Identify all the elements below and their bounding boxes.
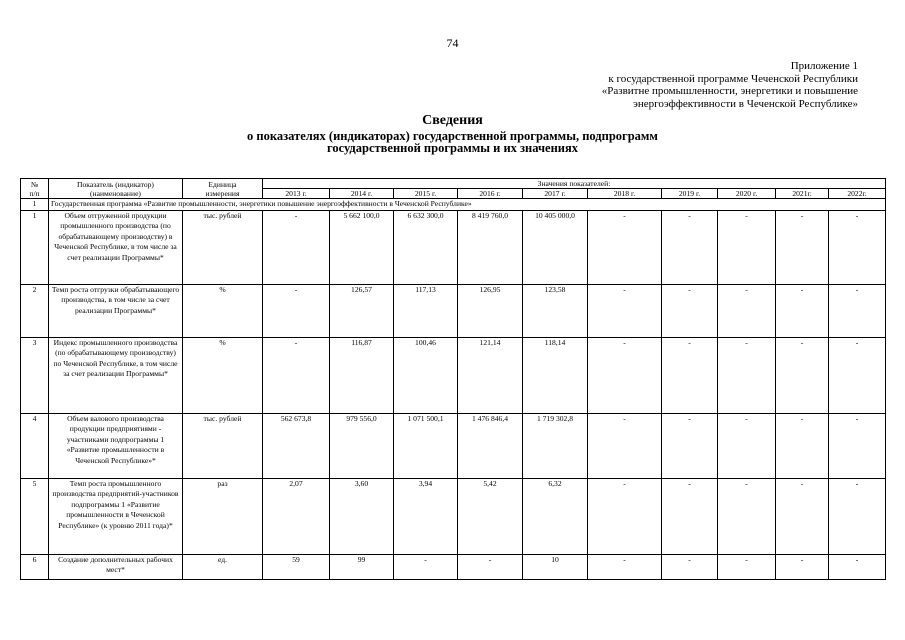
row-value: 99 <box>330 554 394 579</box>
indicators-table <box>20 178 886 580</box>
row-value: 10 405 000,0 <box>523 210 588 284</box>
row-value: - <box>588 284 662 337</box>
row-num: 1 <box>21 210 49 284</box>
subtitle-line-2: государственной программы и их значениях <box>326 141 579 155</box>
row-value: - <box>718 337 776 413</box>
row-value: 979 556,0 <box>330 413 394 478</box>
row-value: 121,14 <box>458 337 523 413</box>
row-value: 1 476 846,4 <box>458 413 523 478</box>
section-num: 1 <box>21 199 49 211</box>
row-unit: тыс. рублей <box>183 413 263 478</box>
header-values-title: Значения показателей: <box>263 179 886 189</box>
row-value: 1 719 302,8 <box>523 413 588 478</box>
header-unit-line-1: Единица <box>208 179 237 189</box>
row-value: - <box>776 554 829 579</box>
row-value: - <box>588 413 662 478</box>
row-value: - <box>776 413 829 478</box>
row-value: 10 <box>523 554 588 579</box>
header-year: 2022г. <box>829 189 886 199</box>
row-value: 2,07 <box>263 478 330 554</box>
row-value: 123,58 <box>523 284 588 337</box>
row-unit: тыс. рублей <box>183 210 263 284</box>
appendix-line-3: «Развитне промышленности, энергетики и повышение <box>601 85 858 97</box>
header-unit-line-2: измерения <box>205 188 240 198</box>
header-num-line-2: п/п <box>29 188 40 198</box>
appendix-line-1: Приложение 1 <box>790 60 858 72</box>
row-value: - <box>662 478 718 554</box>
row-unit: % <box>183 284 263 337</box>
row-value: 126,57 <box>330 284 394 337</box>
table-row <box>21 554 886 579</box>
row-value: - <box>776 478 829 554</box>
header-year: 2017 г. <box>523 189 588 199</box>
row-value: - <box>263 284 330 337</box>
header-indicator-line-1: Показатель (индикатор) <box>77 179 154 189</box>
document-subtitle <box>0 130 905 154</box>
row-value: - <box>588 210 662 284</box>
row-value: 3,60 <box>330 478 394 554</box>
row-value: 117,13 <box>394 284 458 337</box>
row-num: 2 <box>21 284 49 337</box>
row-value: - <box>829 284 886 337</box>
table-row <box>21 413 886 478</box>
header-year: 2013 г. <box>263 189 330 199</box>
section-row <box>21 199 886 211</box>
row-value: - <box>263 337 330 413</box>
row-value: - <box>829 337 886 413</box>
row-value: 100,46 <box>394 337 458 413</box>
row-indicator: Создание дополнительных рабочих мест* <box>49 554 183 579</box>
row-value: - <box>718 210 776 284</box>
row-value: 118,14 <box>523 337 588 413</box>
row-value: - <box>662 413 718 478</box>
table-row <box>21 337 886 413</box>
row-value: - <box>718 478 776 554</box>
appendix-line-4: энергоэффективности в Чеченской Республике» <box>633 97 858 110</box>
header-num <box>21 179 49 199</box>
row-value: 562 673,8 <box>263 413 330 478</box>
row-value: - <box>718 284 776 337</box>
table-row <box>21 284 886 337</box>
row-value: - <box>662 337 718 413</box>
header-year: 2019 г. <box>662 189 718 199</box>
row-value: 5,42 <box>458 478 523 554</box>
row-value: 59 <box>263 554 330 579</box>
row-value: 6 632 300,0 <box>394 210 458 284</box>
header-num-line-1: № <box>30 179 39 189</box>
subtitle-line-1: о показателях (индикаторах) государственной программы, подпрограмм <box>247 129 658 143</box>
header-year: 2015 г. <box>394 189 458 199</box>
row-value: - <box>662 284 718 337</box>
row-value: - <box>458 554 523 579</box>
row-value: 116,87 <box>330 337 394 413</box>
row-value: - <box>776 337 829 413</box>
row-value: 3,94 <box>394 478 458 554</box>
row-value: - <box>718 413 776 478</box>
row-unit: ед. <box>183 554 263 579</box>
row-value: - <box>776 210 829 284</box>
table-row <box>21 210 886 284</box>
row-value: - <box>588 337 662 413</box>
row-value: 5 662 100,0 <box>330 210 394 284</box>
row-indicator: Объем валового производства продукции предприятиями - участниками подпрограммы 1 «Развитие промышленности в Чеченской Республике»* <box>49 413 183 478</box>
row-value: - <box>829 478 886 554</box>
row-unit: % <box>183 337 263 413</box>
row-value: - <box>662 210 718 284</box>
row-value: - <box>394 554 458 579</box>
row-indicator: Темп роста промышленного производства предприятий-участников подпрограммы 1 «Развитие промышленности в Чеченской Республике» (к уровню 2011 года)* <box>49 478 183 554</box>
row-num: 5 <box>21 478 49 554</box>
header-year: 2016 г. <box>458 189 523 199</box>
section-title: Государственная программа «Развитие промышленности, энергетики повышение энергоэффективности в Чеченской Республике» <box>49 199 886 211</box>
appendix-line-2: к государственной программе Чеченской Республики <box>608 72 858 85</box>
row-indicator: Индекс промышленного производства (по обрабатывающему производству) по Чеченской Республике, в том числе за счет реализации Программы* <box>49 337 183 413</box>
header-year: 2020 г. <box>718 189 776 199</box>
header-unit <box>183 179 263 199</box>
row-indicator: Объем отгруженной продукции промышленного производства (по обрабатывающему производству) в Чеченской Республике, в том числе за счет реализации Программы* <box>49 210 183 284</box>
row-value: 1 071 500,1 <box>394 413 458 478</box>
row-value: - <box>829 210 886 284</box>
header-row-1 <box>21 179 886 189</box>
row-value: 126,95 <box>458 284 523 337</box>
page-number: 74 <box>446 36 459 50</box>
header-year: 2021г. <box>776 189 829 199</box>
document-title: Сведения <box>422 113 483 128</box>
appendix-note <box>602 60 858 110</box>
row-value: 8 419 760,0 <box>458 210 523 284</box>
table-row <box>21 478 886 554</box>
row-value: - <box>776 284 829 337</box>
header-year: 2014 г. <box>330 189 394 199</box>
row-value: 6,32 <box>523 478 588 554</box>
row-value: - <box>263 210 330 284</box>
header-year: 2018 г. <box>588 189 662 199</box>
row-value: - <box>829 413 886 478</box>
header-indicator <box>49 179 183 199</box>
row-value: - <box>718 554 776 579</box>
row-num: 4 <box>21 413 49 478</box>
header-indicator-line-2: (наименование) <box>90 188 141 198</box>
row-value: - <box>829 554 886 579</box>
row-value: - <box>662 554 718 579</box>
row-num: 6 <box>21 554 49 579</box>
row-num: 3 <box>21 337 49 413</box>
row-unit: раз <box>183 478 263 554</box>
row-value: - <box>588 554 662 579</box>
row-indicator: Темп роста отгрузки обрабатывающего производства, в том числе за счет реализации Программы* <box>49 284 183 337</box>
row-value: - <box>588 478 662 554</box>
